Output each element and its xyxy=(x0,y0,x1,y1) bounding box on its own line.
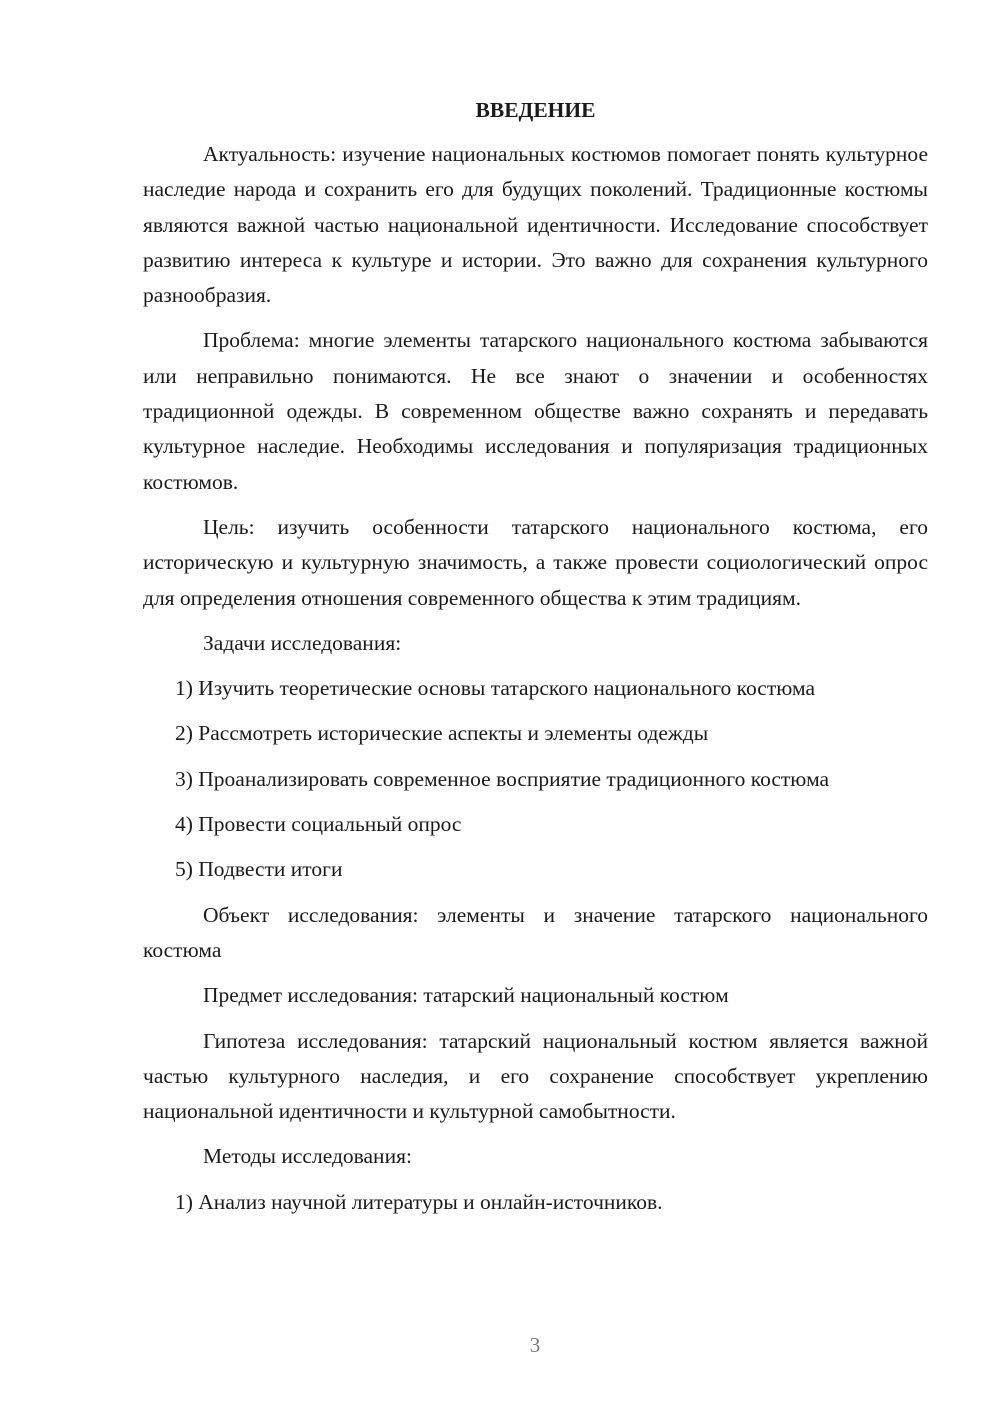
subject-paragraph: Предмет исследования: татарский национальный костюм xyxy=(203,983,729,1008)
goal-paragraph: Цель: изучить особенности татарского национального костюма, его историческую и культурную значимость, а также провести социологический опрос для определения отношения современного общества к этим традициям. xyxy=(143,514,928,610)
page-number: 3 xyxy=(529,1333,541,1357)
hypothesis-paragraph: Гипотеза исследования: татарский национальный костюм является важной частью культурного наследия, и его сохранение способствует укреплению национальной идентичности и культурной самобытности. xyxy=(143,1028,928,1124)
page-content xyxy=(143,92,928,1230)
task-item: 1) Изучить теоретические основы татарского национального костюма xyxy=(175,676,815,701)
task-item: 4) Провести социальный опрос xyxy=(175,812,462,837)
object-paragraph: Объект исследования: элементы и значение татарского национального костюма xyxy=(143,902,928,962)
methods-heading: Методы исследования: xyxy=(203,1144,412,1169)
task-item: 3) Проанализировать современное восприятие традиционного костюма xyxy=(175,766,830,791)
relevance-paragraph: Актуальность: изучение национальных костюмов помогает понять культурное наследие народа и сохранить его для будущих поколений. Традиционные костюмы являются важной частью национальной идентичности. Исследование способствует развитию интереса к культуре и истории. Это важно для сохранения культурного разнообразия. xyxy=(143,142,928,308)
task-item: 5) Подвести итоги xyxy=(175,857,343,882)
method-item: 1) Анализ научной литературы и онлайн-источников. xyxy=(175,1189,663,1214)
section-title: ВВЕДЕНИЕ xyxy=(475,98,596,122)
tasks-heading: Задачи исследования: xyxy=(203,630,402,655)
task-item: 2) Рассмотреть исторические аспекты и элементы одежды xyxy=(175,721,709,746)
problem-paragraph: Проблема: многие элементы татарского национального костюма забываются или неправильно понимаются. Не все знают о значении и особенностях традиционной одежды. В современном обществе важно сохранять и передавать культурное наследие. Необходимы исследования и популяризация традиционных костюмов. xyxy=(143,328,928,494)
